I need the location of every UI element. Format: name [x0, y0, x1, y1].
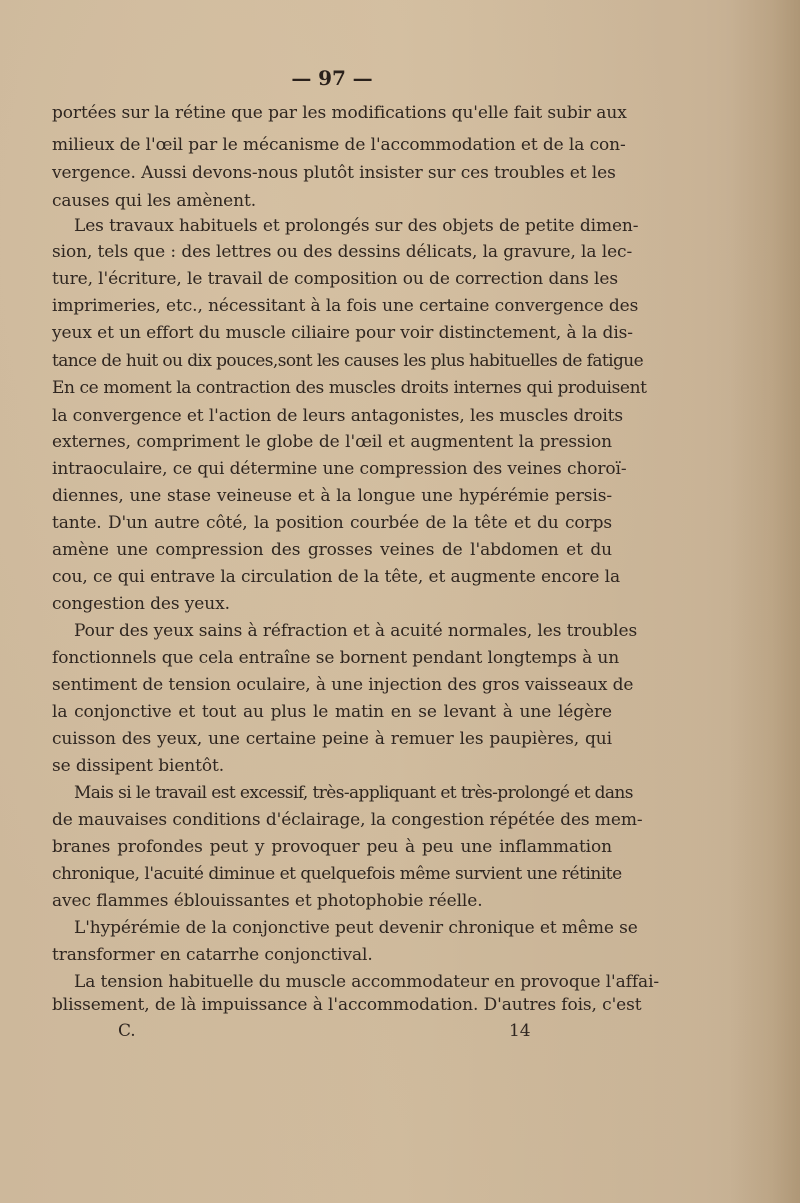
text-line: blissement, de là impuissance à l'accommodation. D'autres fois, c'est	[52, 995, 642, 1015]
text-line: tante. D'un autre côté, la position courbée de la tête et du corps	[52, 513, 612, 533]
page-edge-shadow	[730, 0, 800, 1203]
text-line: milieux de l'œil par le mécanisme de l'accommodation et de la con-	[52, 135, 626, 155]
text-line: tance de huit ou dix pouces,sont les causes les plus habituelles de fatigue	[52, 351, 644, 371]
signature-line	[52, 1020, 612, 1042]
text-line: L'hypérémie de la conjonctive peut devenir chronique et même se	[74, 918, 638, 938]
text-line: de mauvaises conditions d'éclairage, la congestion répétée des mem-	[52, 810, 643, 830]
text-line: congestion des yeux.	[52, 594, 230, 614]
text-line: se dissipent bientôt.	[52, 756, 225, 776]
text-line: imprimeries, etc., nécessitant à la fois une certaine convergence des	[52, 296, 639, 316]
text-line: cou, ce qui entrave la circulation de la tête, et augmente encore la	[52, 567, 621, 587]
text-line: En ce moment la contraction des muscles droits internes qui produisent	[52, 378, 647, 398]
text-line: Pour des yeux sains à réfraction et à acuité normales, les troubles	[74, 621, 638, 641]
text-line: yeux et un effort du muscle ciliaire pour voir distinctement, à la dis-	[52, 323, 633, 343]
text-line: avec flammes éblouissantes et photophobie réelle.	[52, 891, 483, 911]
signature-number: 14	[509, 1021, 531, 1041]
text-line: cuisson des yeux, une certaine peine à remuer les paupières, qui	[52, 729, 612, 749]
text-line: externes, compriment le globe de l'œil et augmentent la pression	[52, 432, 612, 452]
page-number: — 97 —	[291, 66, 373, 90]
text-line: branes profondes peut y provoquer peu à peu une inflammation	[52, 837, 612, 857]
text-line: intraoculaire, ce qui détermine une compression des veines choroï-	[52, 459, 627, 479]
text-line: sion, tels que : des lettres ou des dessins délicats, la gravure, la lec-	[52, 242, 633, 262]
text-line: portées sur la rétine que par les modifications qu'elle fait subir aux	[52, 103, 627, 123]
text-line: vergence. Aussi devons-nous plutôt insister sur ces troubles et les	[52, 163, 616, 183]
text-line: Mais si le travail est excessif, très-appliquant et très-prolongé et dans	[74, 783, 633, 803]
text-line: transformer en catarrhe conjonctival.	[52, 945, 373, 965]
text-line: diennes, une stase veineuse et à la longue une hypérémie persis-	[52, 486, 612, 506]
text-line: chronique, l'acuité diminue et quelquefois même survient une rétinite	[52, 864, 622, 884]
text-line: causes qui les amènent.	[52, 191, 257, 211]
text-line: ture, l'écriture, le travail de composition ou de correction dans les	[52, 269, 618, 289]
text-line: amène une compression des grosses veines de l'abdomen et du	[52, 540, 612, 560]
signature-mark: C.	[118, 1021, 136, 1041]
text-line: la convergence et l'action de leurs antagonistes, les muscles droits	[52, 406, 624, 426]
text-line: La tension habituelle du muscle accommodateur en provoque l'affai-	[74, 972, 660, 992]
text-line: Les travaux habituels et prolongés sur des objets de petite dimen-	[74, 216, 639, 236]
text-line: la conjonctive et tout au plus le matin en se levant à une légère	[52, 702, 612, 722]
text-line: sentiment de tension oculaire, à une injection des gros vaisseaux de	[52, 675, 634, 695]
text-line: fonctionnels que cela entraîne se bornent pendant longtemps à un	[52, 648, 620, 668]
